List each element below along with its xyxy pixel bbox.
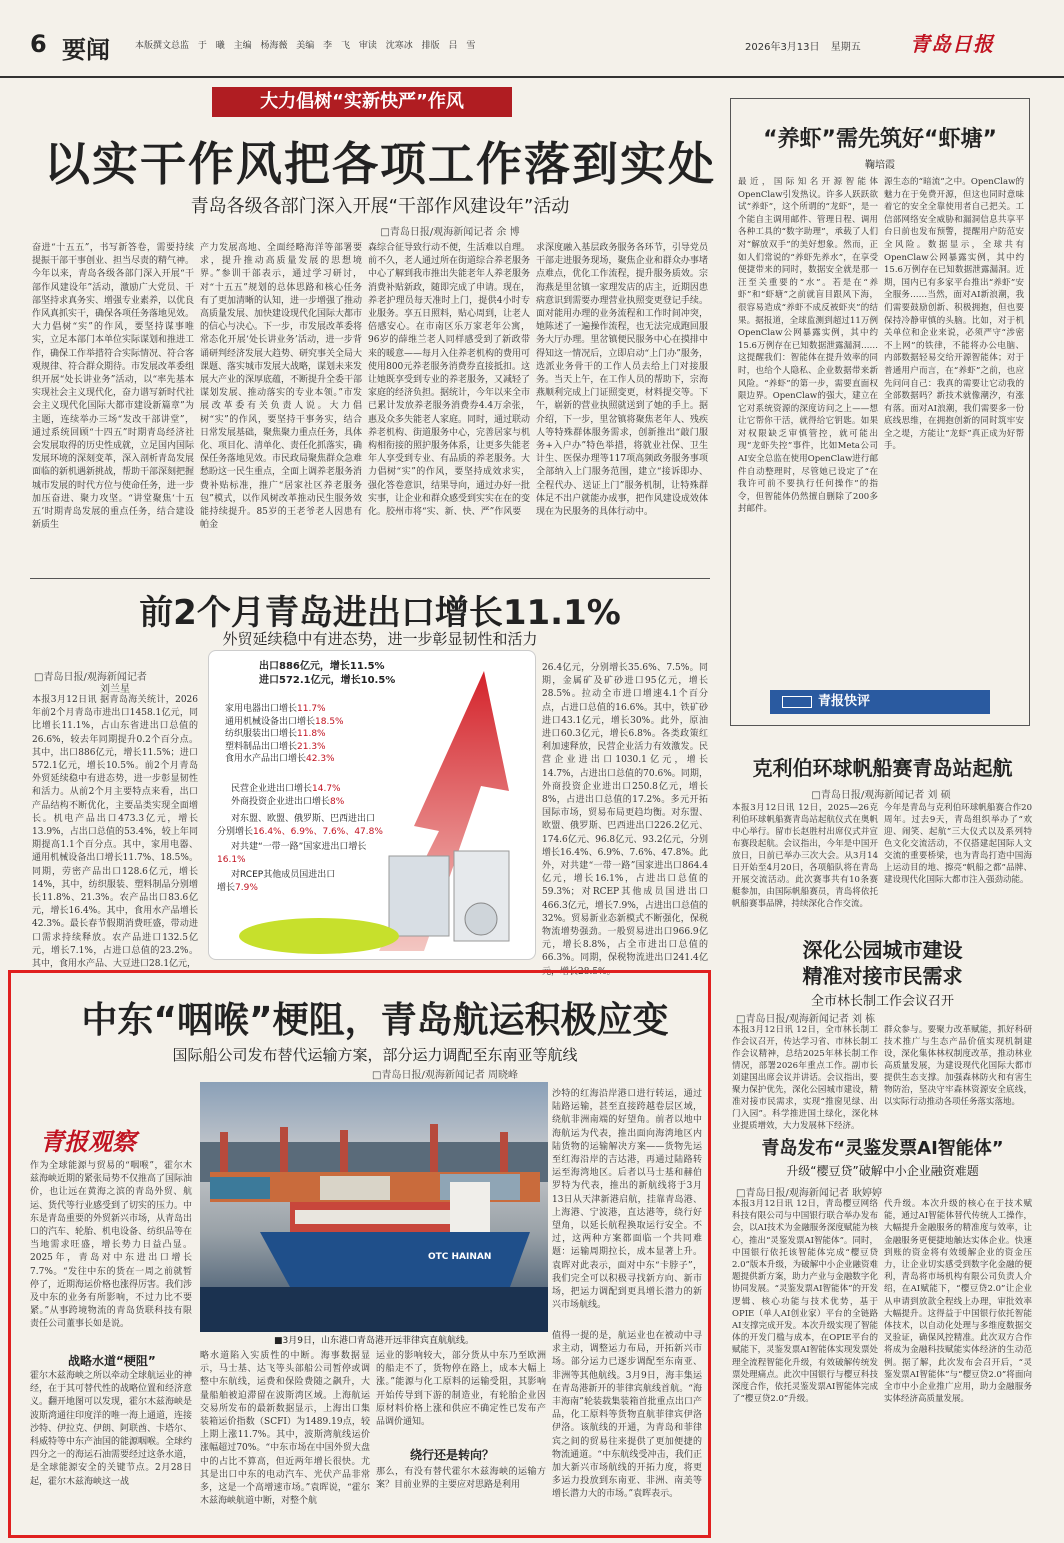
- article-column: 奋进“十五五”，书写新答卷，需要持续提振干部干事创业、担当尽责的精气神。今年以来，青岛各级各部门深入开展“干部作风建设年”活动，激励广大党员、干部坚持求真务实、增强专业素养，以优良作风真抓实干，确保各项任务落地见效。大力倡树“实”的作风，要坚持谋事唯实，立足本部门本单位实际谋划和推进工作，确保工作举措符合实际情况、符合客观规律、符合群众期待。市发展改革委组织开展“处长讲业务”活动，以“率先基本实现社会主义现代化，奋力谱写新时代社会主义现代化国际大都市建设新篇章”为主题，连续举办三场“发改干部讲堂”，通过系统回顾“十四五”时期青岛经济社会发展取得的历史性成就，立足国内国际发展环境的深刻变革，深入剖析青岛发展面临的新机遇新挑战，帮助干部深刻把握城市发展的时代方位与使命任务，进一步加压奋进、聚力攻坚。“讲堂聚焦‘十五五’时期青岛发展的重点任务，结合建设新质生: [32, 243, 195, 531]
- item-line: [225, 716, 385, 729]
- item-label: 家用电器出口增长: [225, 704, 298, 714]
- metric-label: 外商投资企业进出口增长: [231, 797, 331, 807]
- editorial-credits: 本版撰文总监 于 曦 主编 杨海薇 美编 李 飞 审读 沈寒冰 排版 吕 雪: [135, 41, 476, 51]
- headline-sailing: 克利伯环球帆船赛青岛站起航: [752, 756, 1013, 780]
- commentary-badge: 青报快评: [770, 690, 990, 714]
- issue-date: 2026年3月13日 星期五: [745, 42, 861, 53]
- item-line: [225, 728, 385, 741]
- subheadline-shipping: 国际船公司发布替代运输方案，部分运力调配至东南亚等航线: [172, 1046, 578, 1064]
- section-subhead: 绕行还是转向？: [410, 1448, 495, 1462]
- item-label: 塑料制品出口增长: [225, 741, 298, 752]
- article-column: 群众参与。要聚力改革赋能，抓好科研技术推广与生态产品价值实现机制建设，深化集体林权制度改革，推动林业高质量发展，为建设现代化国际大都市提供生态支撑。加强森林防火和有害生物防治，坚决守牢森林资源安全底线，以实际行动推动各项任务落实落地。: [884, 1025, 1032, 1107]
- metric-value: 8%: [330, 797, 345, 807]
- metric-label: 对RCEP其他成员国进出口: [231, 870, 336, 880]
- byline: □青岛日报/观海新闻记者 周晓峰: [372, 1070, 518, 1081]
- newspaper-logo: 青岛日报: [910, 32, 994, 56]
- metric-value: 14.7%: [312, 784, 341, 794]
- article-column: 沙特的红海沿岸港口进行转运，通过陆路运输，甚至直接跨越卷层区域，绕航非洲南端的好望角。前者以地中海航运为代表，推出面向海湾地区内陆货物的运输解决方案——货物先运至红海沿岸的吉达港，再通过陆路转运至海湾地区。后者以马士基和赫伯罗特为代表，推出的新航线将于3月13日从天津新港启航，挂靠青岛港、上海港、宁波港，直达港等，绕行好望角，以延长航程换取运行安全。不过，这两种方案都面临一个共同难题：运输周期拉长，成本显著上升。袁晖对此表示，面对中东“卡脖子”，我们完全可以积极寻找新方向、新市场，把运力调配到更具增长潜力的新兴市场航线。: [552, 1089, 702, 1311]
- import-summary: 进口572.1亿元，增长10.5%: [259, 675, 396, 686]
- byline-name: 刘兰星: [100, 684, 130, 695]
- byline: □青岛日报/观海新闻记者: [34, 672, 147, 683]
- metric-line: [231, 783, 341, 796]
- column-logo: 青报观察: [40, 1127, 136, 1156]
- item-label: 通用机械设备出口增长: [225, 716, 316, 727]
- metric-label: 对共建“一带一路”国家进出口增长: [231, 842, 367, 852]
- item-line: [225, 741, 385, 754]
- headline-shipping: 中东“咽喉”梗阻，青岛航运积极应变: [81, 1000, 669, 1041]
- photo-caption: ■3月9日，山东港口青岛港开远菲律宾直航航线。: [274, 1336, 474, 1346]
- item-value: 42.3%: [306, 754, 335, 764]
- metric-label: 对东盟、欧盟、俄罗斯、巴西进出口: [231, 814, 376, 824]
- page-number: 6: [30, 30, 47, 58]
- article-column: 运业的影响较大，部分货从中东乃至欧洲的船走不了，货物停在路上，成本大幅上涨。”能源与化工原料的运输受阻，其影响开始传导到下游的制造业，有轮胎企业因原材料价格上涨和供应不确定性已发布产品调价通知。: [376, 1351, 546, 1428]
- metric-value: 7.9%: [235, 883, 258, 893]
- article-column: 26.4亿元，分别增长35.6%、7.5%。同期，金属矿及矿砂进口95亿元，增长28.5%。拉动全市进口增速4.1个百分点，占进口总值的16.6%。其中，铁矿砂进口43.1亿元，增长30%。此外，原油进口60.3亿元，增长6.8%。各类政策红利加速释放，民营企业活力有效激发。民营企业进出口1030.1亿元，增长14.7%，占进出口总值的70.6%。同期，外商投资企业进出口250.8亿元，增长8%，占进出口总值的17.2%。多元开拓国际市场，贸易布局更趋均衡。对东盟、欧盟、俄罗斯、巴西进出口226.2亿元、174.6亿元、96.8亿元、93.2亿元，分别增长16.4%、6.9%、7.6%、47.8%。此外，对共建“一带一路”国家进出口864.4亿元，增长16.1%，占进出口总值的59.3%；对RCEP其他成员国进出口466.3亿元，增长7.9%，占进出口总值的32%。贸易新业态新模式不断强化，保税物流增势强劲。一般贸易进出口966.9亿元，增长8.8%，占全市进出口总值的66.3%。同期，保税物流进出口241.4亿元，增长28.5%。: [542, 663, 708, 977]
- column-ribbon: 大力倡树“实新快严”作风: [212, 87, 512, 117]
- section-subhead: 战略水道“梗阻”: [68, 1354, 156, 1368]
- article-column: 值得一提的是，航运业也在被动中寻求主动，调整运力布局，开拓新兴市场。部分运力已逐步调配至东南亚、非洲等其他航线。3月9日，海丰集运在青岛港新开的菲律宾航线首航。“海丰海南”轮装载集装箱首批重点出口产品，化工原料等货物直航菲律宾伊洛伊洛。该航线的开通，为青岛和菲律宾之间的贸易往来提供了更加便捷的物流通道。“中东航线受冲击，我们正加大新兴市场航线的开拓力度，将更多运力投放到东南亚、非洲、南美等增长潜力大的市场。”袁晖表示。: [552, 1331, 702, 1500]
- item-value: 11.7%: [297, 704, 326, 714]
- item-value: 21.3%: [297, 741, 326, 752]
- item-line: [225, 753, 385, 766]
- badge-icon: [782, 696, 812, 708]
- item-value: 18.5%: [315, 716, 344, 727]
- byline: □青岛日报/观海新闻记者 耿婷婷: [736, 1188, 882, 1199]
- item-value: 11.8%: [297, 729, 326, 739]
- byline: □青岛日报/观海新闻记者 余 博: [380, 227, 520, 238]
- article-column: 那么，有没有替代霍尔木兹海峡的运输方案？目前业界的主要应对思路是利用: [376, 1467, 546, 1491]
- metric-label: 增长: [217, 883, 236, 893]
- article-column: 森综合征导致行动不便，生活难以自理。前不久，老人通过所在街道综合养老服务中心了解到我市推出失能老年人养老服务消费补贴新政，随即完成了申请。现在，养老护理员每天准时上门，提供4小时专业服务。享五日照料，贴心周到，让老人倍感安心。在市南区乐万家老年公寓，96岁的薛维兰老人同样感受到了新政带来的暖意——每月入住养老机构的费用可使用800元养老服务消费券直接抵扣。这让她既享受到专业的养老服务，又减轻了家庭的经济负担。据统计，今年以来全市已累计发放养老服务消费券4.4万余张，惠及众多失能老人家庭。同时，通过联动养老机构、街道服务中心，完善居家与机构相衔接的照护服务体系，让更多失能老年人享受到专业、有品质的养老服务。大力倡树“实”的作风，要坚持成效求实，强化答卷意识，结果导向，通过办好一批实事，让企业和群众感受到实实在在的变化。胶州市将“实、新、快、严”作风要: [368, 243, 531, 518]
- subheadline-ai-invoice: 升级“樱豆贷”破解中小企业融资难题: [786, 1164, 979, 1178]
- metric-line: [231, 869, 335, 882]
- headline-park-city: 深化公园城市建设: [802, 938, 963, 962]
- article-column: 本报3月12日讯 12日，2025—26克利伯环球帆船赛青岛站起航仪式在奥帆中心举行。留市长赵胜村出席仪式并宣布赛段起航。会议指出，今年是中国开放日，日前已举办三次大会。从3月14日开始至4月20日，各项船队将在青岛开展交流活动。此次赛事共有10条赛艇参加，由国际帆船赛员，青岛将依托帆船赛事品牌，持续深化合作交流。: [732, 803, 878, 909]
- commentary-column: 源生态的“暗流”之中。OpenClaw的魅力在于免费开源，但这也同时意味着它的安全全靠使用者自己把关。工信部网络安全威胁和漏洞信息共享平台日前也发布预警，提醒用户防范安全风险。数据显示，全球共有OpenClaw公网暴露实例，其中约15.6万例存在已知数据泄露漏洞。近期，国内已有多家平台推出“养虾”安全服务……当然，面对AI新浪潮，我们需要鼓励创新、积极拥抱，但也要保持冷静审慎的头脑。比如，对于机关单位和企业来说，必须严守“涉密不上网”的铁律，不能将办公电脑、内部数据轻易交给开源智能体；对于普通用户而言，在“养虾”之前，也应先问问自己：我真的需要让它动我的全部数据吗？新技术就像潮汐，有涨有落。面对AI浪潮，我们需要多一份底线思维，在拥抱创新的同时筑牢安全之堤，方能让“龙虾”真正成为好帮手。: [884, 177, 1024, 452]
- byline: □青岛日报/观海新闻记者 刘 硕: [811, 790, 951, 801]
- metric-value: 16.1%: [217, 855, 246, 865]
- item-label: 食用水产品出口增长: [225, 754, 307, 764]
- metric-label: 民营企业进出口增长: [231, 784, 313, 794]
- article-column: 代升级。本次升级的核心在于技术赋能，通过AI智能体替代传统人工操作，大幅提升金融服务的精准度与效率，让金融服务更便捷地触达实体企业。快速到账的资金将有效缓解企业的资金压力，让企业切实感受到数字化金融的便利，青岛将市场机构有限公司负责人介绍，在AI赋能下，“樱豆贷2.0”让企业从申请到放款全程线上办理，审批效率大幅提升。这得益于中国银行依托智能体技术，以自动化处理与多维度数据交叉验证，确保风控精准。此次双方合作将成为金融科技赋能实体经济的生动范例。据了解，此次发布会召开后，“灵鉴发票AI智能体”与“樱豆贷2.0”将面向全市中小企业推广应用，助力金融服务实体经济高质量发展。: [884, 1199, 1032, 1405]
- commentary-title: “养虾”需先筑好“虾塘”: [763, 127, 997, 152]
- byline: □青岛日报/观海新闻记者 刘 栋: [736, 1014, 876, 1025]
- metric-line: [231, 796, 344, 809]
- commentary-column: 最近，国际知名开源智能体OpenClaw引发热议。许多人跃跃欲试“养虾”，这个所谓的“龙虾”，是一个能自主调用邮件、管理日程、调用各种工具的“数字助理”，承载了人们对“解放双手”的美好想象。然而，正如人们常说的“养虾先养水”，在享受便捷带来的同时，数据安全就是那一汪至关重要的“水”。若是在“养虾”和“虾塘”之前就盲目跟风下海，很容易造成“养虾不成反被虾夹”的结果。据报道，全球监测到超过11万例OpenClaw公网暴露实例，其中约15.6万例存在已知数据泄露漏洞……这提醒我们：智能体在提升效率的同时，也给个人隐私、企业数据带来新风险。“养虾”的第一步，需要直面权限边界。OpenClaw的强大，建立在它对系统资源的深度访问之上——想让它帮你干活，就得给它钥匙。如果对权限缺乏审慎管控，就可能出现“龙虾失控”事件，比如Meta公司AI安全总监在使用OpenClaw进行邮件自动整理时，尽管她已设定了“在我许可前不要执行任何操作”的指令，但智能体仍然擅自删除了200多封邮件。: [738, 177, 878, 515]
- metric-label: 分别增长: [217, 827, 254, 837]
- metric-value: 16.4%、6.9%、7.6%、47.8%: [253, 827, 383, 837]
- port-photo: [200, 1082, 548, 1332]
- article-column: 本报3月12日讯 12日，青岛樱豆网络科技有限公司与中国银行联合举办发布会，以AI技术为金融服务深度赋能为核心，推出“灵鉴发票AI智能体”。同时，中国银行依托该智能体完成“樱豆贷2.0”版本升级，为破解中小企业融资难题提供新方案，助力产业与金融数字化协同发展。“灵鉴发票AI智能体”的开发逻辑、核心功能与技术优势，基于OPIE（单人AI创业家）平台的全链路AI支撑完成开发。本次升级实现了智能体的开发门槛与成本，在OPIE平台的赋能下，灵鉴发票AI智能体实现发票处理全流程智能化升级，有效破解传统发票处理痛点。此次中国银行与樱豆科技深度合作，依托灵鉴发票AI智能体完成了“樱豆贷2.0”升级。: [732, 1199, 878, 1405]
- ship-name: OTC HAINAN: [428, 1252, 492, 1262]
- metric-line: [231, 813, 375, 826]
- cargo-ship-image: [200, 1082, 548, 1332]
- metric-line: [217, 826, 383, 839]
- article-column: 求深度融入基层政务服务各环节，引导党员干部走进服务现场，聚焦企业和群众办事堵点难点，优化工作流程，提升服务质效。宗海燕是里岔镇一家理发店的店主，近期因患病意识到需要办理营业执照变更登记手续。面对能用办理的业务流程和工作时间冲突，她陈述了一遍操作流程，也无法完成跑回服务大厅办理。里岔镇便民服务中心在摸排中得知这一情况后，立即启动“上门办”服务，选派业务骨干的工作人员去给上门对接服务。当天上午，在工作人员的帮助下，宗海燕顺利完成上门证照变更，材料提交等。下午，崭新的营业执照就送到了她的手上。据介绍，下一步，里岔镇将聚焦老年人、残疾人等特殊群体服务需求，创新推出“敲门服务+入户办”特色举措，将就业社保、卫生计生、医保办理等117项高频政务服务事项全部纳入上门服务范围，建立“接诉即办、全程代办、送证上门”服务机制，让特殊群体足不出户就能办成事，把作风建设成效体现在为民服务的具体行动中。: [536, 243, 708, 518]
- headline-park-city-2: 精准对接市民需求: [802, 964, 963, 988]
- article-column: 产力发展高地、全面经略海洋等部署要求，提升推动高质量发展的思想境界。”参训干部表示，通过学习研讨，对“十五五”规划的总体思路和核心任务有了更加清晰的认知，进一步增强了推动高质量发展、加快建设现代化国际大都市的信心与决心。下一步，市发展改革委将常态化开展‘处长讲业务’活动，进一步背诵研判经济发展大趋势、研究事关全局大课题、落实城市发展大战略，谋划未来发展大产业的深厚底蕴，不断提升全委干部谋划发展、推动落实的专业本领。”市发展改革委有关负责人说。大力倡树“实”的作风，要坚持干事务实，结合日常发展基础，聚焦聚力重点任务，具体化、项目化、清单化、责任化抓落实，确保任务落地见效。市民政局聚焦群众急难愁盼这一民生重点，全面上调养老服务消费补贴标准，推广“居家社区养老服务包”模式，以作风树改革推动民生服务效能持续提升。85岁的王老爷老人因患有帕金: [200, 243, 363, 531]
- subheadline-park-city: 全市林长制工作会议召开: [810, 994, 954, 1009]
- commentary-author: 鞠培霞: [865, 160, 895, 171]
- metric-line: [217, 882, 258, 895]
- divider: [30, 578, 710, 579]
- article-column: 本报3月12日讯 据青岛海关统计，2026年前2个月青岛市进出口1458.1亿元，同比增长11.1%，占山东省进出口总值的26.6%，较去年同期提升0.2个百分点。其中，出口886亿元，增长11.5%；进口572.1亿元，增长10.5%。前2个月青岛外贸延续稳中有进态势，进一步彰显韧性和活力。从前2个月主要特点来看，出口产品结构不断优化，主要品类实现全面增长。机电产品出口473.3亿元，增长13.9%，占出口总值的53.4%，较上年同期提高1.1个百分点。其中，家用电器、通用机械设备出口增长11.7%、18.5%。同期，劳密产品出口128.6亿元，增长14%，其中，纺织服装、塑料制品分别增长11.8%、21.3%。农产品出口83.6亿元，增长16.4%。其中，食用水产品增长42.3%。最长春节假期消费旺盛，带动进口需求持续释放。农产品进口132.5亿元，增长7.1%，占进口总值的23.2%。其中，食用水产品、大豆进口28.1亿元，: [32, 695, 198, 970]
- item-label: 纺织服装出口增长: [225, 729, 298, 739]
- export-summary: 出口886亿元，增长11.5%: [259, 661, 385, 672]
- headline-ai-invoice: 青岛发布“灵鉴发票AI智能体”: [761, 1138, 1004, 1159]
- trade-infographic: [208, 650, 536, 960]
- article-column: 霍尔木兹海峡之所以牵动全球航运业的神经，在于其可替代性的战略位置和经济意义。翻开地图可以发现，霍尔木兹海峡是波斯湾通往印度洋的唯一海上通道，连接沙特、伊拉克、伊朗、阿联酋、卡塔尔、科威特等中东产油国的能源咽喉。全球约四分之一的海运石油需要经过这条水道，是全球能源安全的关键节点。2月28日起，霍尔木兹海峡这一战: [30, 1371, 193, 1487]
- subheadline-trade: 外贸延续稳中有进态势，进一步彰显韧性和活力: [222, 630, 538, 648]
- article-column: 今年是青岛与克利伯环球帆船赛合作20周年。过去9天，青岛组织举办了“欢迎、闹笑、起航”三大仪式以及系列特色文化交流活动，不仅搭建起国际人文交流的重要桥梁，也为青岛打造中国海上运动目的地、擦亮“帆船之都”品牌、建设现代化国际大都市注入强劲动能。: [884, 803, 1032, 885]
- metric-line: [231, 841, 366, 854]
- article-column: 作为全球能源与贸易的“咽喉”，霍尔木兹海峡近期的紧张局势不仅推高了国际油价，也让远在黄海之滨的青岛外贸、航运、货代等行业感受到了切实的压力。中东是青岛重要的外贸新兴市场，从青岛出口的汽车、轮胎、机电设备、纺织品等在当地需求旺盛，增长势力日益凸显。2025年，青岛对中东进出口增长7.7%。“发往中东的货在一周之前就暂停了，近期海运价格也涨得厉害。我们涉及中东的业务有所影响，不过力比不要紧。”从事跨境物流的青岛货联科技有限责任公司董事长如是说。: [30, 1161, 193, 1330]
- headline-trade: 前2个月青岛进出口增长11.1%: [139, 593, 621, 633]
- article-column: 本报3月12日讯 12日，全市林长制工作会议召开，传达学习省、市林长制工作会议精神，总结2025年林长制工作情况，部署2026年重点工作。副市长刘建国出席会议并讲话。会议指出，要聚力保护优先，深化公园城市建设，精准对接市民需求，实现“推窗见绿、出门入园”。科学推进国土绿化，深化林业提质增效，大力发展林下经济。: [732, 1025, 878, 1131]
- item-list: [225, 703, 385, 766]
- item-line: [225, 703, 385, 716]
- subheadline-work-style: 青岛各级各部门深入开展“干部作风建设年”活动: [190, 196, 570, 217]
- article-column: 略水道陷入实质性的中断。海事数据显示，马士基、达飞等头部船公司暂停或调整中东航线，运费和保险费随之飙升，大量船舶被迫滞留在波斯湾区域。上海航运交易所发布的最新数据显示，上海出口集装箱运价指数（SCFI）为1489.19点，较上期上涨11.7%。其中，波斯湾航线运价涨幅超过70%。“中东市场在中国外贸大盘中的占比不算高，但近两年增长很快。尤其是出口中东的电动汽车、光伏产品非常多，这是一个高增速市场。”袁晖说，“霍尔木兹海峡航道中断，对整个航: [200, 1351, 370, 1507]
- headline-work-style: 以实干作风把各项工作落到实处: [44, 137, 716, 191]
- section-name: 要闻: [62, 36, 110, 64]
